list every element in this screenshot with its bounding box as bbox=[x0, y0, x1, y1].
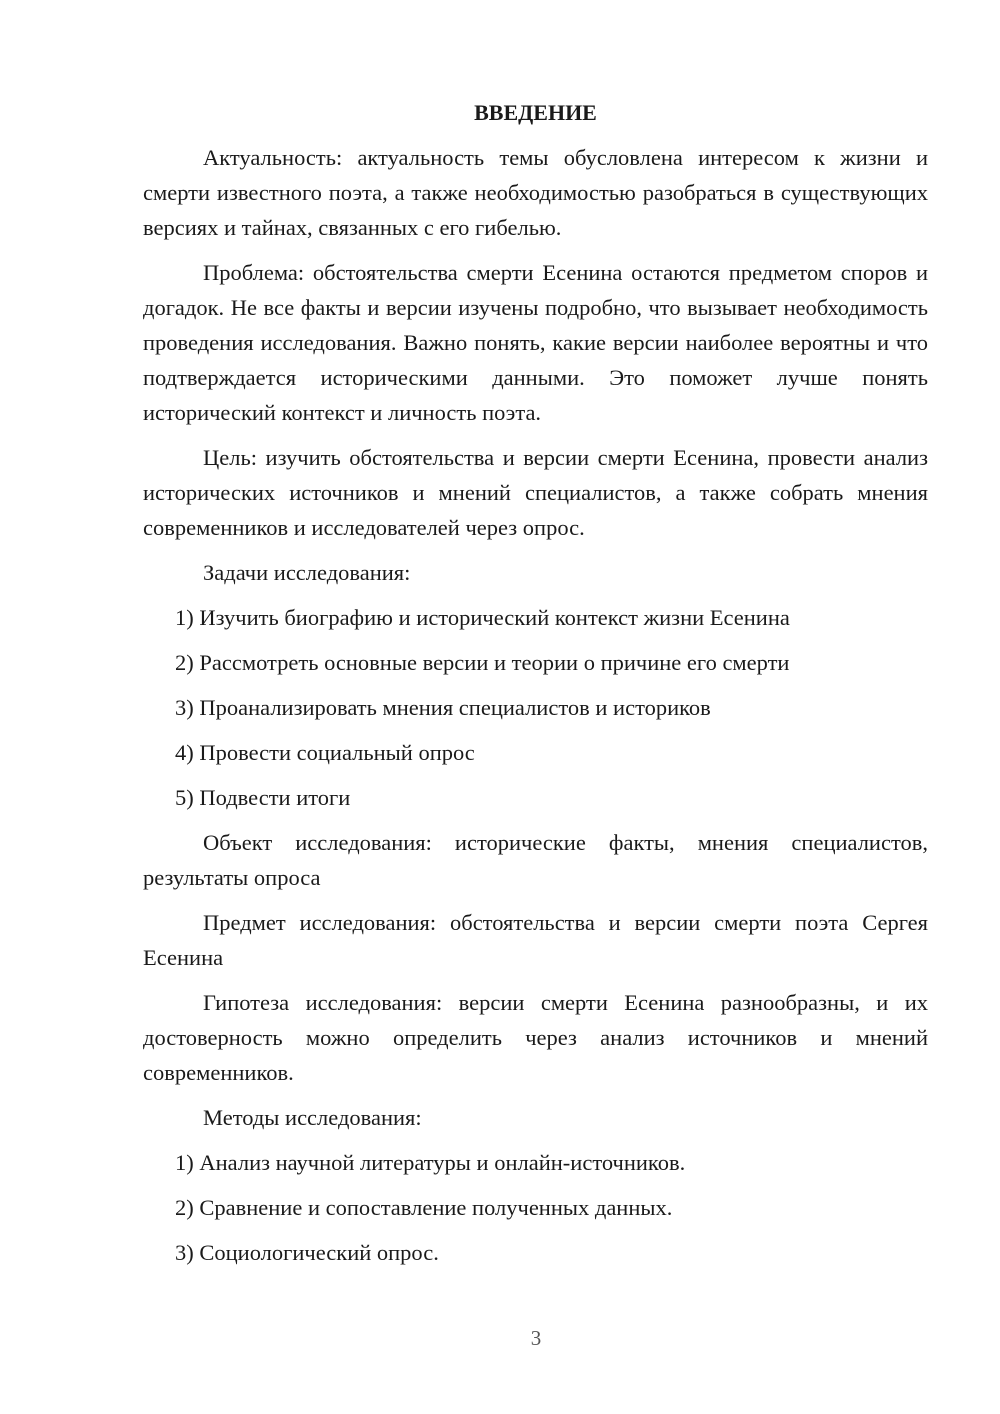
page-content bbox=[143, 95, 928, 1280]
goal-paragraph: Цель: изучить обстоятельства и версии смерти Есенина, провести анализ исторических источников и мнений специалистов, а также собрать мнения современников и исследователей через опрос. bbox=[143, 445, 928, 540]
methods-list bbox=[143, 1145, 928, 1270]
list-item: 2) Сравнение и сопоставление полученных данных. bbox=[175, 1195, 673, 1220]
tasks-heading: Задачи исследования: bbox=[203, 560, 411, 585]
page-title: ВВЕДЕНИЕ bbox=[474, 100, 597, 125]
list-item: 5) Подвести итоги bbox=[175, 785, 351, 810]
list-item: 3) Проанализировать мнения специалистов и историков bbox=[175, 695, 711, 720]
page-number: 3 bbox=[530, 1326, 542, 1350]
list-item: 3) Социологический опрос. bbox=[175, 1240, 439, 1265]
list-item: 1) Анализ научной литературы и онлайн-источников. bbox=[175, 1150, 686, 1175]
object-paragraph: Объект исследования: исторические факты, мнения специалистов, результаты опроса bbox=[143, 830, 928, 890]
methods-heading: Методы исследования: bbox=[203, 1105, 422, 1130]
tasks-list bbox=[143, 600, 928, 815]
hypothesis-paragraph: Гипотеза исследования: версии смерти Есенина разнообразны, и их достоверность можно определить через анализ источников и мнений современников. bbox=[143, 990, 928, 1085]
list-item: 4) Провести социальный опрос bbox=[175, 740, 475, 765]
list-item: 2) Рассмотреть основные версии и теории о причине его смерти bbox=[175, 650, 790, 675]
problem-paragraph: Проблема: обстоятельства смерти Есенина остаются предметом споров и догадок. Не все факты и версии изучены подробно, что вызывает необходимость проведения исследования. Важно понять, какие версии наиболее вероятны и что подтверждается историческими данными. Это поможет лучше понять исторический контекст и личность поэта. bbox=[143, 260, 928, 425]
subject-paragraph: Предмет исследования: обстоятельства и версии смерти поэта Сергея Есенина bbox=[143, 910, 928, 970]
list-item: 1) Изучить биографию и исторический контекст жизни Есенина bbox=[175, 605, 790, 630]
relevance-paragraph: Актуальность: актуальность темы обусловлена интересом к жизни и смерти известного поэта, а также необходимостью разобраться в существующих версиях и тайнах, связанных с его гибелью. bbox=[143, 145, 928, 240]
